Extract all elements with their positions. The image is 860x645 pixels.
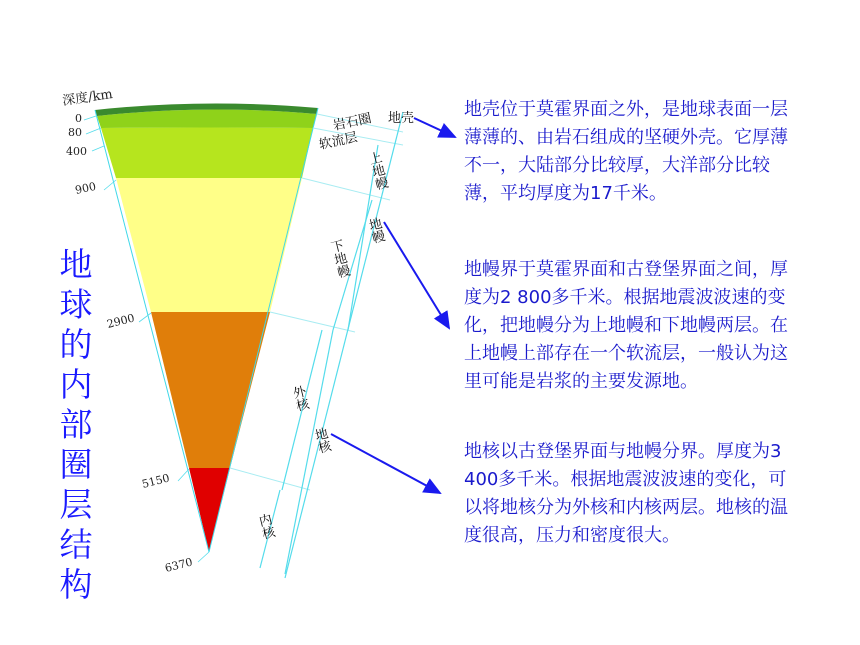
mantle-arrow [384, 222, 449, 328]
title-char: 球 [59, 285, 93, 324]
depth-axis-label: 深度/km [61, 87, 114, 109]
title-char: 结 [59, 525, 93, 564]
lower-mantle-band [116, 178, 302, 312]
title-char: 部 [59, 405, 93, 444]
outer-core-label: 外核 [288, 384, 310, 414]
vertical-title [56, 245, 96, 605]
title-char: 地 [59, 245, 93, 284]
lithosphere-label: 岩石圈 [331, 111, 373, 134]
upper-mantle-label: 上地幔 [364, 150, 389, 192]
depth-tick-900: 900 [73, 179, 98, 197]
asthenosphere-label: 软流层 [317, 130, 359, 153]
title-char: 内 [59, 365, 93, 404]
crust-arrow [414, 118, 455, 137]
mantle-description: 地幔界于莫霍界面和古登堡界面之间，厚度为2 800多千米。根据地震波波速的变化，把地幔分为上地幔和下地幔两层。在上地幔上部存在一个软流层，一般认为这里可能是岩浆的主要发源地。 [464, 259, 788, 392]
depth-tick-2900: 2900 [105, 311, 136, 331]
title-char: 构 [59, 565, 93, 604]
lower-mantle-label: 下地幔 [326, 238, 351, 280]
title-char: 的 [59, 325, 93, 364]
core-description: 地核以古登堡界面与地幔分界。厚度为3 400多千米。根据地震波波速的变化，可以将地核分为外核和内核两层。地核的温度很高，压力和密度很大。 [464, 441, 788, 546]
core-arrow [331, 434, 440, 493]
depth-tick-400: 400 [66, 145, 87, 158]
asthenosphere-band [101, 128, 313, 179]
crust-label: 地壳 [388, 111, 415, 126]
crust-description: 地壳位于莫霍界面之外，是地球表面一层薄薄的、由岩石组成的坚硬外壳。它厚薄不一，大陆部分比较厚，大洋部分比较薄，平均厚度为17千米。 [464, 99, 788, 204]
title-char: 圈 [59, 445, 93, 484]
core-label: 地核 [310, 426, 332, 456]
inner-core-label: 内核 [254, 512, 276, 542]
depth-tick-5150: 5150 [140, 471, 171, 491]
outer-core-band [151, 312, 270, 468]
depth-tick-80: 80 [68, 126, 82, 139]
mantle-label: 地幔 [364, 216, 386, 246]
title-char: 层 [59, 485, 93, 524]
depth-tick-6370: 6370 [163, 555, 194, 575]
depth-tick-0: 0 [75, 112, 82, 125]
inner-core-band [189, 468, 230, 552]
